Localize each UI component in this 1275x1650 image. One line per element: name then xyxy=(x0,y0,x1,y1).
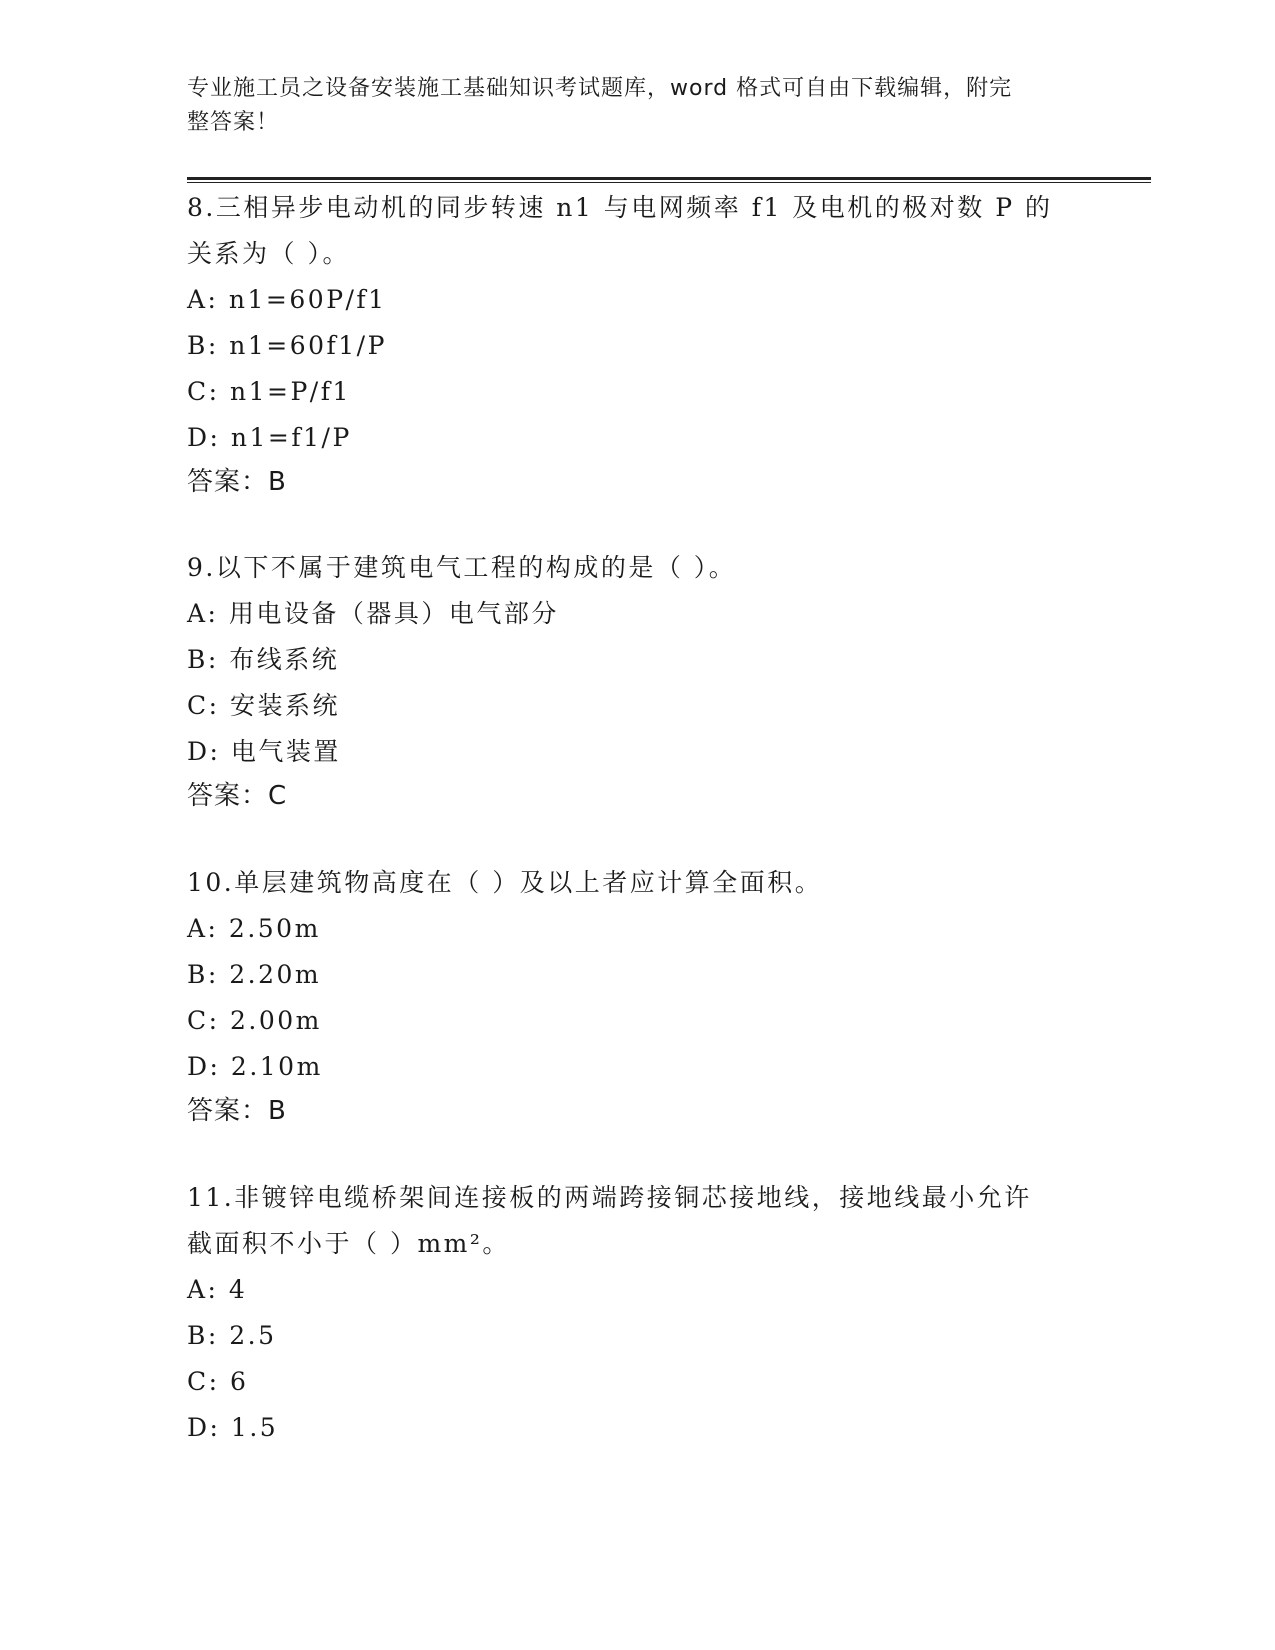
answer-label: 答案：B xyxy=(187,1096,287,1126)
option-c: C: 2.00m xyxy=(187,1006,322,1035)
question-stem: 8.三相异步电动机的同步转速 n1 与电网频率 f1 及电机的极对数 P 的 xyxy=(187,193,1053,222)
question-11 xyxy=(187,1175,1087,1451)
option-c: C: 6 xyxy=(187,1367,249,1396)
answer-label: 答案：C xyxy=(187,781,288,811)
option-b: B: 布线系统 xyxy=(187,645,340,674)
option-d: D: n1=f1/P xyxy=(187,423,352,452)
question-10 xyxy=(187,860,1087,1132)
question-stem: 9.以下不属于建筑电气工程的构成的是（ ）。 xyxy=(187,553,737,582)
header-divider-thick xyxy=(187,177,1151,180)
option-c: C: 安装系统 xyxy=(187,691,340,720)
question-stem: 11.非镀锌电缆桥架间连接板的两端跨接铜芯接地线，接地线最小允许 xyxy=(187,1183,1032,1212)
option-c: C: n1=P/f1 xyxy=(187,377,351,406)
option-a: A: 用电设备（器具）电气部分 xyxy=(187,599,559,628)
option-b: B: n1=60f1/P xyxy=(187,331,387,360)
question-stem: 10.单层建筑物高度在（ ）及以上者应计算全面积。 xyxy=(187,868,823,897)
option-b: B: 2.5 xyxy=(187,1321,277,1350)
question-stem-continued: 关系为（ ）。 xyxy=(187,239,350,268)
answer-label: 答案：B xyxy=(187,467,287,497)
question-8 xyxy=(187,185,1087,503)
document-header xyxy=(187,72,1067,140)
question-stem-continued: 截面积不小于（ ）mm²。 xyxy=(187,1229,510,1258)
option-a: A: 2.50m xyxy=(187,914,321,943)
option-d: D: 1.5 xyxy=(187,1413,279,1442)
header-line-2: 整答案！ xyxy=(187,110,280,135)
option-a: A: n1=60P/f1 xyxy=(187,285,387,314)
header-divider-thin xyxy=(187,182,1151,183)
option-b: B: 2.20m xyxy=(187,960,322,989)
option-d: D: 电气装置 xyxy=(187,737,341,766)
question-9 xyxy=(187,545,1087,817)
option-d: D: 2.10m xyxy=(187,1052,323,1081)
header-line-1: 专业施工员之设备安装施工基础知识考试题库，word 格式可自由下载编辑，附完 xyxy=(187,76,1013,101)
option-a: A: 4 xyxy=(187,1275,248,1304)
